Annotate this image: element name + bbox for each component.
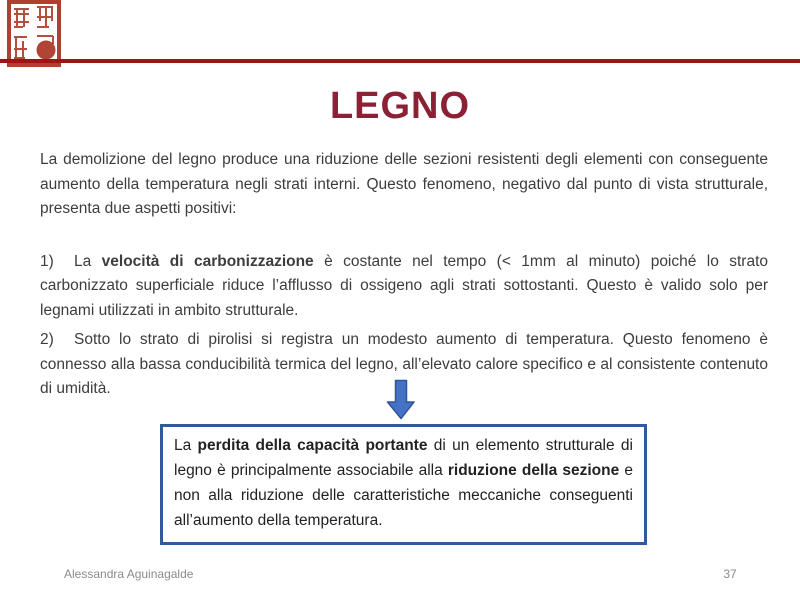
down-arrow-icon [386, 379, 416, 420]
footer-author: Alessandra Aguinagalde [64, 567, 194, 581]
header-divider [0, 59, 800, 63]
page-title: LEGNO [329, 85, 471, 127]
callout-post: e non alla riduzione delle caratteristiche meccaniche conseguenti all’aumento della temperatura. [174, 462, 633, 529]
intro-text: La demolizione del legno produce una riduzione delle sezioni resistenti degli elementi con conseguente aumento della temperatura negli strati interni. Questo fenomeno, negativo dal punto di vista strutturale, presenta due aspetti positivi: [40, 151, 768, 217]
item-2-number: 2) [40, 331, 54, 348]
page-number: 37 [723, 567, 737, 581]
callout-pre: La [174, 437, 198, 454]
item-1-post: è costante nel tempo (< 1mm al minuto) poiché lo strato carbonizzato superficiale riduce l’afflusso di ossigeno agli strati sottostanti. Questo è valido solo per legnami utilizzati in ambito strutturale. [40, 252, 769, 319]
intro-paragraph [40, 148, 768, 222]
item-2-text: Sotto lo strato di pirolisi si registra un modesto aumento di temperatura. Questo fenomeno è connesso alla bassa conducibilità termica del legno, all’elevato calore specifico e al consistente contenuto di umidità. [40, 331, 768, 397]
body-text [40, 148, 768, 402]
callout-bold-section: riduzione della sezione [447, 462, 620, 479]
item-1-pre: La [74, 252, 102, 270]
callout-bold-capacity: perdita della capacità portante [197, 437, 428, 454]
item-1-bold-phrase: velocità di carbonizzazione [101, 252, 314, 270]
callout-mid: di un elemento strutturale di legno è principalmente associabile alla [174, 437, 633, 479]
item-1-number: 1) [40, 252, 54, 270]
numbered-item-1 [40, 250, 768, 324]
callout-box [160, 424, 647, 545]
